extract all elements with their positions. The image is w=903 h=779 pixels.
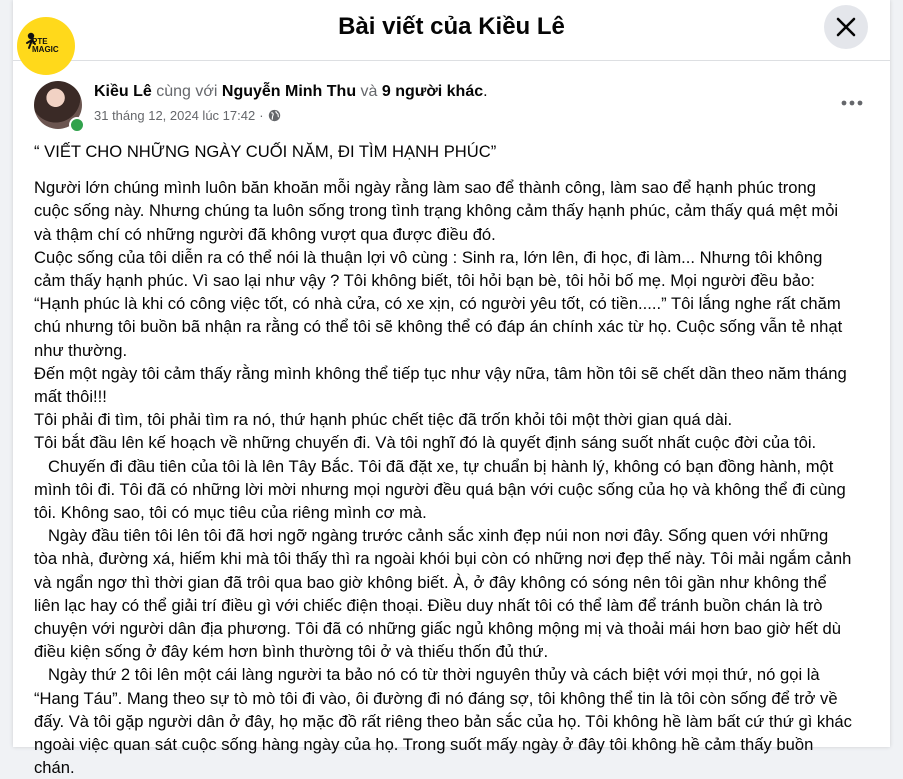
logo-text: [32, 38, 59, 54]
modal-title: Bài viết của Kiều Lê: [338, 13, 565, 40]
post-body: [34, 140, 854, 779]
online-status-dot: [69, 117, 85, 133]
close-icon: [835, 16, 857, 38]
more-options-icon: [841, 100, 863, 106]
post-paragraph: Ngày thứ 2 tôi lên một cái làng người ta bảo nó có từ thời nguyên thủy và cách biệt với mọi thứ, nó gọi là “Hang Táu”. Mang theo sự tò mò tôi đi vào, ôi đường đi nó đáng sợ, tôi không thể tin là tôi còn sống để trở về đấy. Và tôi gặp người dân ở đây, họ mặc đồ rất riêng theo bản sắc của họ. Tôi không hề làm bất cứ thứ gì khác ngoài việc quan sát cuộc sống hàng ngày của họ. Trong suốt mấy ngày ở đây tôi không hề cảm thấy buồn chán.: [34, 665, 852, 778]
logo-text-line1: PTE: [32, 37, 48, 46]
logo-text-line2: MAGIC: [32, 45, 59, 54]
post-paragraph: Đến một ngày tôi cảm thấy rằng mình không thể tiếp tục như vậy nữa, tâm hồn tôi sẽ chết dần theo năm tháng mất thôi!!!: [34, 363, 847, 407]
more-options-button[interactable]: [834, 90, 870, 116]
pte-magic-logo: [17, 17, 75, 75]
and-text: và: [360, 83, 378, 100]
author-name[interactable]: Kiều Lê: [94, 83, 152, 100]
avatar[interactable]: [34, 81, 82, 129]
tagged-others[interactable]: 9 người khác: [381, 83, 484, 100]
post-paragraph: Cuộc sống của tôi diễn ra có thể nói là thuận lợi vô cùng : Sinh ra, lớn lên, đi học, đi làm... Nhưng tôi không cảm thấy hạnh phúc. Vì sao lại như vậy ? Tôi không biết, tôi hỏi bạn bè, tôi hỏi bố mẹ. Mọi người đều bảo: “Hạnh phúc là khi có công việc tốt, có nhà cửa, có xe xịn, có người yêu tốt, có tiền.....” Tôi lắng nghe rất chăm chú nhưng tôi buồn bã nhận ra rằng có thể tôi sẽ không thể có đáp án chính xác từ họ. Cuộc sống vẫn tẻ nhạt như thường.: [34, 247, 843, 360]
post-paragraph: Tôi phải đi tìm, tôi phải tìm ra nó, thứ hạnh phúc chết tiệc đã trốn khỏi tôi một thời gian quá dài.: [34, 410, 733, 430]
author-line: [94, 83, 488, 101]
with-text: cùng với: [156, 83, 218, 100]
post-paragraph: Chuyến đi đầu tiên của tôi là lên Tây Bắc. Tôi đã đặt xe, tự chuẩn bị hành lý, không có bạn đồng hành, một mình tôi đi. Tôi đã có những lời mời nhưng mọi người đều quá bận với cuộc sống của họ và không thể đi cùng tôi. Không sao, tôi có mục tiêu của riêng mình cơ mà.: [34, 456, 846, 523]
post-header: [34, 78, 874, 134]
tagged-person[interactable]: Nguyễn Minh Thu: [221, 83, 357, 100]
close-button[interactable]: [824, 5, 868, 49]
post-paragraph: Tôi bắt đầu lên kế hoạch về những chuyến đi. Và tôi nghĩ đó là quyết định sáng suốt nhất cuộc đời của tôi.: [34, 433, 817, 453]
author-line-period: .: [483, 83, 488, 100]
post-paragraph: Người lớn chúng mình luôn băn khoăn mỗi ngày rằng làm sao để thành công, làm sao để hạnh phúc trong cuộc sống này. Nhưng chúng ta luôn sống trong tình trạng không cảm thấy hạnh phúc, cảm thấy quá mệt mỏi và thậm chí có những người đã không vượt qua được điều đó.: [34, 178, 839, 244]
post-title: “ VIẾT CHO NHỮNG NGÀY CUỐI NĂM, ĐI TÌM HẠNH PHÚC”: [34, 142, 497, 161]
post-timestamp[interactable]: 31 tháng 12, 2024 lúc 17:42: [94, 108, 256, 123]
meta-separator: ·: [259, 108, 264, 123]
globe-icon[interactable]: [268, 109, 281, 122]
post-meta: [94, 108, 281, 123]
modal-header: [13, 0, 890, 61]
post-paragraph: Ngày đầu tiên tôi lên tôi đã hơi ngỡ ngàng trước cảnh sắc xinh đẹp núi non nơi đây. Sống quen với những tòa nhà, đường xá, hiếm khi mà tôi thấy thì ra ngoài khói bụi còn có những nơi đẹp thế này. Tôi mải ngắm cảnh và ngẩn ngơ thì thời gian đã trôi qua bao giờ không biết. À, ở đây không có sóng nên tôi gần như không thể liên lạc hay có thể giải trí điều gì với chiếc điện thoại. Điều duy nhất tôi có thể làm để tránh buồn chán là trò chuyện với người dân địa phương. Tôi đã có những giấc ngủ không mộng mị và thoải mái hơn bao giờ hết dù điều kiện sống ở đây kém hơn bình thường tôi ở và thiếu thốn đủ thứ.: [34, 526, 852, 662]
post-modal: [13, 0, 890, 778]
